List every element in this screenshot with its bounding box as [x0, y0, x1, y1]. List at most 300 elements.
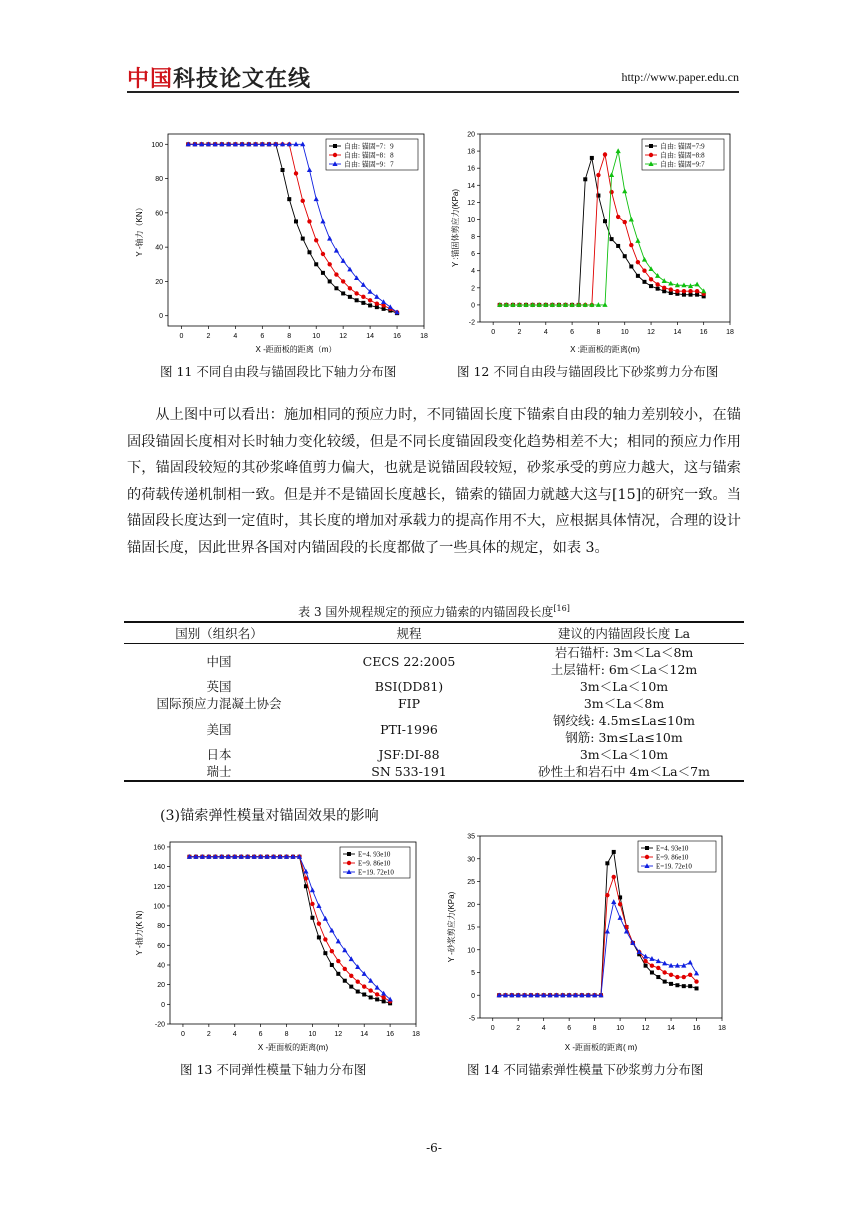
legend-marker — [645, 855, 649, 859]
legend-label: E=9. 86e10 — [358, 859, 391, 868]
data-point — [643, 959, 647, 963]
table-cell-country: 瑞士 — [124, 763, 314, 781]
table-row — [124, 644, 744, 679]
data-point — [362, 984, 366, 988]
legend-marker — [333, 144, 337, 148]
data-point — [307, 250, 311, 254]
table-cell-code: CECS 22:2005 — [362, 653, 456, 669]
data-point — [656, 966, 660, 970]
page-header — [127, 62, 739, 92]
x-tick-label: 10 — [312, 333, 321, 340]
header-url[interactable]: http://www.paper.edu.cn — [621, 70, 739, 84]
data-point — [629, 217, 634, 222]
data-point — [616, 215, 620, 219]
data-point — [327, 262, 331, 266]
data-point — [361, 295, 365, 299]
x-tick-label: 12 — [641, 1025, 650, 1032]
data-point — [603, 219, 607, 223]
data-point — [316, 903, 321, 908]
x-tick-label: 10 — [308, 1031, 317, 1038]
x-tick-label: 4 — [541, 1025, 546, 1032]
figure-12-chart — [448, 128, 744, 356]
data-point — [354, 291, 358, 295]
x-tick-label: 18 — [718, 1025, 726, 1032]
body-paragraph — [127, 402, 741, 562]
data-point — [310, 887, 315, 892]
y-tick-label: 100 — [151, 141, 163, 149]
x-tick-label: 14 — [360, 1031, 369, 1038]
data-point — [694, 971, 699, 976]
legend-label: 自由: 锚固=8:8 — [660, 151, 705, 160]
y-tick-label: 0 — [161, 1001, 165, 1009]
x-axis-label: X :距面板的距离(m) — [570, 345, 640, 354]
data-point — [662, 286, 666, 290]
data-point — [349, 974, 353, 978]
page-number: -6- — [426, 1141, 442, 1155]
legend-marker — [333, 153, 337, 157]
data-point — [688, 289, 692, 293]
legend — [326, 139, 418, 170]
table-row — [124, 678, 744, 695]
x-tick-label: 6 — [567, 1025, 572, 1032]
y-tick-label: 160 — [153, 844, 165, 852]
series-3 — [497, 148, 706, 307]
chart-svg — [132, 832, 432, 1054]
data-point — [343, 979, 347, 983]
journal-logo — [127, 62, 311, 93]
y-axis-label: Y -轴力(K N) — [135, 910, 144, 956]
x-tick-label: 4 — [233, 333, 238, 340]
x-tick-label: 10 — [620, 329, 629, 336]
data-point — [636, 274, 640, 278]
table-cell-country: 中国 — [206, 653, 232, 669]
data-point — [294, 219, 298, 223]
data-point — [695, 986, 699, 990]
x-tick-label: 8 — [287, 333, 292, 340]
x-tick-label: 16 — [692, 1025, 701, 1032]
table-cell-length: 砂性土和岩石中 4m＜La＜7m — [504, 763, 744, 781]
x-tick-label: 14 — [366, 333, 375, 340]
data-point — [334, 286, 338, 290]
data-point — [329, 928, 334, 933]
x-tick-label: 8 — [596, 329, 601, 336]
x-tick-label: 18 — [726, 329, 734, 336]
x-tick-label: 10 — [616, 1025, 625, 1032]
x-tick-label: 6 — [258, 1031, 263, 1038]
y-tick-label: 35 — [467, 833, 475, 841]
data-point — [301, 237, 305, 241]
y-tick-label: 0 — [471, 302, 475, 310]
y-tick-label: 80 — [155, 176, 163, 184]
data-point — [327, 236, 332, 241]
data-point — [682, 975, 686, 979]
legend-marker — [645, 846, 649, 850]
legend-marker — [649, 144, 653, 148]
data-point — [328, 279, 332, 283]
series-line — [499, 877, 696, 995]
legend-marker — [347, 852, 351, 856]
figure-11-caption: 图 11 不同自由段与锚固段比下轴力分布图 — [160, 364, 397, 379]
x-tick-label: 6 — [570, 329, 575, 336]
data-point — [369, 995, 373, 999]
data-point — [343, 967, 347, 971]
data-point — [675, 975, 679, 979]
data-point — [294, 171, 298, 175]
figure-13-chart — [132, 832, 432, 1054]
series-line — [189, 857, 390, 1004]
data-point — [341, 291, 345, 295]
length-line: 岩石锚杆: 3m＜La＜8m — [554, 645, 694, 660]
y-tick-label: 0 — [159, 313, 163, 321]
table-cell-code: PTI-1996 — [380, 721, 438, 737]
x-tick-label: 16 — [393, 333, 401, 340]
x-tick-label: 4 — [232, 1031, 237, 1038]
data-point — [642, 280, 646, 284]
y-tick-label: 10 — [467, 216, 475, 224]
table-row — [124, 695, 744, 712]
legend — [340, 847, 410, 878]
data-point — [642, 257, 647, 262]
data-point — [612, 875, 616, 879]
x-tick-label: 2 — [516, 1025, 521, 1032]
data-point — [629, 264, 633, 268]
y-tick-label: 80 — [157, 923, 165, 931]
y-tick-label: 20 — [157, 982, 165, 990]
y-tick-label: 2 — [471, 285, 475, 293]
table-row — [124, 746, 744, 763]
data-point — [314, 238, 318, 242]
chart-svg — [448, 128, 744, 356]
series-line — [499, 902, 696, 995]
chart-svg — [132, 128, 432, 356]
y-tick-label: -5 — [468, 1015, 475, 1023]
paragraph-text: 从上图中可以看出：施加相同的预应力时，不同锚固长度下锚索自由段的轴力差别较小，在锚固段锚固长度相对长时轴力变化较缓，但是不同长度锚固段变化趋势相差不大；相同的预应力作用下，锚固段较短的其砂浆峰值剪力偏大，也就是说锚固段较短，砂浆承受的剪应力越大，这与锚索的荷载传递机制相一致。但是并不是锚固长度越长，锚索的锚固力就越大这与[15]的研究一致。当锚固段长度达到一定值时，其长度的增加对承载力的提高作用不大，应根据具体情况，合理的设计锚固长度，因此世界各国对内锚固段的长度都做了一些具体的规定，如表 3。 — [127, 407, 741, 556]
x-tick-label: 12 — [339, 333, 348, 340]
y-tick-label: 25 — [467, 879, 475, 886]
table-cell-length: 3m＜La＜10m — [579, 747, 669, 762]
y-tick-label: 16 — [467, 165, 475, 173]
legend-label: E=4. 93e10 — [358, 850, 391, 859]
data-point — [610, 237, 614, 241]
data-point — [336, 972, 340, 976]
data-point — [323, 937, 327, 941]
data-point — [310, 902, 314, 906]
data-point — [616, 244, 620, 248]
data-point — [663, 980, 667, 984]
data-point — [336, 939, 341, 944]
data-point — [609, 190, 613, 194]
table-cell-code: SN 533-191 — [314, 763, 504, 781]
table-cell-country: 国际预应力混凝土协会 — [156, 696, 282, 711]
data-point — [348, 295, 352, 299]
data-point — [655, 282, 659, 286]
table-header-length: 建议的内锚固段长度 La — [504, 622, 744, 644]
data-point — [362, 992, 366, 996]
y-tick-label: 60 — [155, 210, 163, 218]
data-point — [287, 197, 291, 201]
series-3 — [497, 899, 700, 997]
figure-14-chart — [444, 826, 740, 1054]
table-cell-country: 美国 — [206, 721, 232, 737]
legend — [642, 139, 724, 170]
legend — [638, 841, 716, 872]
x-tick-label: 0 — [179, 333, 184, 340]
y-tick-label: 12 — [467, 199, 475, 207]
data-point — [688, 960, 693, 965]
data-point — [649, 277, 653, 281]
data-point — [618, 915, 623, 920]
data-point — [348, 286, 352, 290]
data-point — [321, 271, 325, 275]
y-tick-label: 120 — [153, 883, 165, 891]
chart-svg — [444, 826, 740, 1054]
y-tick-label: 10 — [467, 947, 475, 955]
x-tick-label: 12 — [334, 1031, 343, 1038]
data-point — [612, 850, 616, 854]
series-line — [500, 151, 704, 305]
y-tick-label: 20 — [467, 131, 475, 139]
data-point — [310, 916, 314, 920]
data-point — [605, 861, 609, 865]
data-point — [688, 973, 692, 977]
y-tick-label: 100 — [153, 903, 165, 911]
data-point — [281, 168, 285, 172]
y-tick-label: 40 — [157, 962, 165, 970]
y-tick-label: 60 — [157, 942, 165, 950]
legend-label: E=19. 72e10 — [656, 862, 692, 871]
x-tick-label: 0 — [490, 1025, 495, 1032]
length-line: 钢绞线: 4.5m≤La≤10m — [553, 713, 695, 728]
data-point — [669, 982, 673, 986]
data-point — [314, 196, 319, 201]
data-point — [323, 916, 328, 921]
y-tick-label: 5 — [471, 970, 475, 977]
legend-label: E=19. 72e10 — [358, 868, 394, 877]
table-3-title — [0, 603, 868, 620]
data-point — [662, 278, 667, 283]
data-point — [669, 287, 673, 291]
data-point — [355, 298, 359, 302]
data-point — [609, 172, 614, 177]
data-point — [356, 990, 360, 994]
data-point — [694, 979, 698, 983]
data-point — [590, 156, 594, 160]
table-3-title-ref[interactable]: [16] — [553, 604, 570, 613]
y-tick-label: -20 — [154, 1021, 165, 1029]
y-tick-label: 20 — [467, 901, 475, 909]
table-row — [124, 712, 744, 746]
x-tick-label: 16 — [699, 329, 708, 336]
series-line — [500, 155, 704, 305]
x-axis-label: X -距面板的距离( m) — [564, 1043, 638, 1052]
data-point — [323, 951, 327, 955]
x-tick-label: 14 — [667, 1025, 675, 1032]
y-tick-label: 0 — [471, 992, 475, 1000]
y-axis-label: Y :锚固体剪应力(KPa) — [451, 188, 460, 268]
data-point — [623, 254, 627, 258]
data-point — [616, 148, 621, 153]
data-point — [361, 301, 365, 305]
data-point — [334, 272, 338, 276]
logo-dark-text: 科技论文在线 — [173, 67, 312, 92]
y-axis-label: Y -轴力（KN） — [135, 203, 144, 257]
table-3 — [124, 621, 744, 782]
data-point — [307, 219, 311, 223]
y-tick-label: 20 — [155, 278, 163, 286]
y-tick-label: 6 — [471, 251, 475, 259]
data-point — [368, 298, 372, 302]
x-tick-label: 14 — [673, 329, 682, 336]
figure-11-chart — [132, 128, 432, 356]
data-point — [695, 282, 700, 287]
y-tick-label: 140 — [153, 864, 165, 872]
x-axis-label: X -距面板的距离（m） — [255, 345, 337, 354]
x-tick-label: 2 — [206, 1031, 211, 1038]
y-tick-label: 4 — [471, 268, 475, 276]
table-cell-length — [504, 644, 744, 679]
table-3-title-text: 表 3 国外规程规定的预应力锚索的内锚固段长度 — [298, 605, 554, 619]
data-point — [317, 921, 321, 925]
data-point — [330, 963, 334, 967]
data-point — [317, 935, 321, 939]
table-cell-code: FIP — [397, 696, 421, 711]
data-point — [382, 999, 386, 1003]
series-2 — [497, 875, 699, 998]
data-point — [374, 294, 379, 299]
legend-label: 自由: 锚固=7:9 — [660, 142, 705, 151]
y-tick-label: 40 — [155, 244, 163, 252]
table-cell-code: BSI(DD81) — [374, 679, 444, 694]
legend-label: 自由: 锚固=9:7 — [660, 160, 705, 169]
data-point — [695, 289, 699, 293]
x-tick-label: 0 — [180, 1031, 185, 1038]
legend-marker — [649, 153, 653, 157]
x-tick-label: 16 — [386, 1031, 395, 1038]
y-tick-label: 18 — [467, 148, 475, 156]
data-point — [642, 269, 646, 273]
data-point — [622, 188, 627, 193]
y-tick-label: 8 — [471, 234, 475, 242]
table-cell-length: 3m＜La＜8m — [583, 696, 665, 711]
data-point — [618, 902, 622, 906]
data-point — [314, 262, 318, 266]
data-point — [603, 152, 607, 156]
data-point — [675, 289, 679, 293]
x-tick-label: 18 — [412, 1031, 420, 1038]
data-point — [636, 260, 640, 264]
y-tick-label: 14 — [467, 182, 475, 190]
x-tick-label: 12 — [647, 329, 655, 336]
x-tick-label: 6 — [260, 333, 265, 340]
x-tick-label: 2 — [206, 333, 211, 340]
length-line: 钢筋: 3m≤La≤10m — [565, 730, 683, 745]
length-line: 土层锚杆: 6m＜La＜12m — [550, 662, 698, 677]
legend-label: E=9. 86e10 — [656, 853, 689, 862]
figure-14-caption: 图 14 不同锚索弹性模量下砂浆剪力分布图 — [467, 1062, 704, 1077]
legend-marker — [347, 861, 351, 865]
y-tick-label: 30 — [467, 856, 475, 864]
data-point — [334, 248, 339, 253]
data-point — [629, 243, 633, 247]
table-cell-length — [504, 712, 744, 746]
table-row — [124, 763, 744, 781]
data-point — [336, 959, 340, 963]
table-header-country: 国别（组织名） — [124, 622, 314, 644]
y-tick-label: 15 — [467, 924, 475, 932]
figure-13-caption: 图 13 不同弹性模量下轴力分布图 — [180, 1062, 367, 1077]
data-point — [643, 954, 648, 959]
x-axis-label: X -距面板的距离(m) — [257, 1043, 329, 1052]
data-point — [688, 984, 692, 988]
data-point — [650, 971, 654, 975]
data-point — [368, 988, 372, 992]
table-cell-country: 英国 — [206, 679, 232, 694]
data-point — [349, 985, 353, 989]
table-cell-country: 日本 — [206, 747, 232, 762]
legend-label: 自由: 锚固=9：7 — [344, 160, 394, 169]
data-point — [375, 992, 379, 996]
data-point — [381, 995, 385, 999]
table-cell-code: JSF:DI-88 — [378, 747, 440, 762]
data-point — [583, 177, 587, 181]
table-header-code: 规程 — [314, 622, 504, 644]
data-point — [368, 303, 372, 307]
x-tick-label: 8 — [284, 1031, 289, 1038]
header-rule — [127, 91, 739, 93]
data-point — [656, 975, 660, 979]
data-point — [375, 997, 379, 1001]
table-cell-length: 3m＜La＜10m — [579, 679, 669, 694]
data-point — [356, 979, 360, 983]
data-point — [375, 302, 379, 306]
figure-12-caption: 图 12 不同自由段与锚固段比下砂浆剪力分布图 — [457, 364, 719, 379]
x-tick-label: 18 — [420, 333, 428, 340]
x-tick-label: 2 — [517, 329, 522, 336]
legend-label: E=4. 93e10 — [656, 844, 689, 853]
data-point — [611, 899, 616, 904]
data-point — [650, 963, 654, 967]
y-axis-label: Y -砂浆剪应力(KPa) — [447, 891, 456, 963]
series-line — [189, 857, 390, 1002]
data-point — [307, 167, 312, 172]
data-point — [320, 219, 325, 224]
x-tick-label: 0 — [491, 329, 496, 336]
data-point — [341, 279, 345, 283]
data-point — [381, 299, 386, 304]
y-tick-label: -2 — [468, 319, 475, 327]
legend-label: 自由: 锚固=8：8 — [344, 151, 394, 160]
data-point — [675, 983, 679, 987]
data-point — [388, 304, 393, 309]
data-point — [644, 964, 648, 968]
section-heading: (3)锚索弹性模量对锚固效果的影响 — [160, 808, 379, 824]
data-point — [669, 973, 673, 977]
x-tick-label: 8 — [592, 1025, 597, 1032]
data-point — [656, 287, 660, 291]
data-point — [682, 289, 686, 293]
data-point — [330, 949, 334, 953]
series-line — [500, 158, 704, 305]
data-point — [649, 284, 653, 288]
data-point — [596, 173, 600, 177]
data-point — [635, 238, 640, 243]
data-point — [605, 893, 609, 897]
legend-label: 自由: 锚固=7：9 — [344, 142, 394, 151]
data-point — [682, 984, 686, 988]
series-2 — [498, 152, 706, 307]
data-point — [301, 199, 305, 203]
logo-red-text: 中国 — [127, 67, 174, 92]
